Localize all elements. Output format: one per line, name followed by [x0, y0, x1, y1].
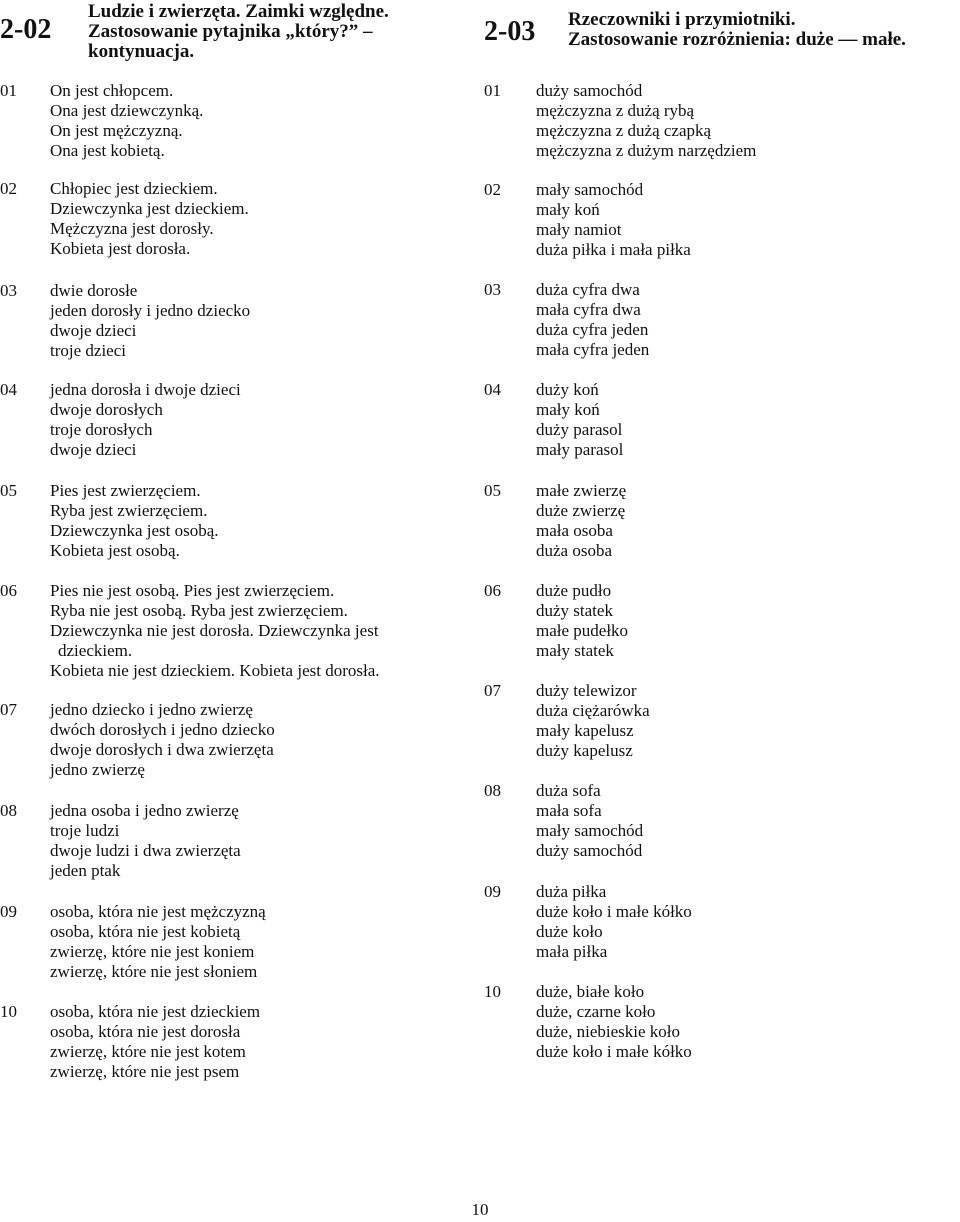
exercise-number: 01: [0, 81, 17, 100]
exercise-line: zwierzę, które nie jest kotem: [50, 1042, 246, 1061]
exercise-lines: [536, 681, 960, 761]
exercise-line: Chłopiec jest dzieckiem.: [50, 179, 218, 198]
exercise-number: 09: [0, 902, 17, 921]
exercise-lines: [536, 882, 960, 962]
lesson-code: 2-02: [0, 14, 52, 45]
exercise-lines: [536, 982, 960, 1062]
exercise-lines: [50, 481, 470, 561]
exercise-lines: [50, 700, 470, 780]
exercise-line: Kobieta nie jest dzieckiem. Kobieta jest dorosła.: [50, 661, 380, 680]
exercise-line: troje ludzi: [50, 821, 120, 840]
exercise-line: Mężczyzna jest dorosły.: [50, 219, 214, 238]
exercise-number: 02: [0, 179, 17, 198]
exercise-line: duża osoba: [536, 541, 613, 560]
exercise-lines: [536, 280, 960, 360]
exercise-line: duże, niebieskie koło: [536, 1022, 680, 1041]
exercise-line: duża cyfra jeden: [536, 320, 649, 339]
exercise-line: dwoje dzieci: [50, 440, 137, 459]
exercise-line: duże koło i małe kółko: [536, 902, 692, 921]
exercise-number: 03: [0, 281, 17, 300]
exercise-lines: [50, 1002, 470, 1082]
exercise-line: osoba, która nie jest dzieckiem: [50, 1002, 261, 1021]
exercise-line: jeden ptak: [50, 861, 121, 880]
exercise-line: mały koń: [536, 200, 600, 219]
exercise-number: 08: [484, 781, 501, 800]
exercise-line: mały samochód: [536, 821, 644, 840]
exercise-line: osoba, która nie jest dorosła: [50, 1022, 241, 1041]
exercise-line: Pies jest zwierzęciem.: [50, 481, 201, 500]
exercise-lines: [50, 81, 470, 161]
exercise-line: dwoje dzieci: [50, 321, 137, 340]
exercise-lines: [50, 902, 470, 982]
exercise-line: mały statek: [536, 641, 614, 660]
exercise-lines: [536, 581, 960, 661]
exercise-line: mężczyzna z dużą rybą: [536, 101, 695, 120]
exercise-lines: [50, 801, 470, 881]
exercise-number: 03: [484, 280, 501, 299]
exercise-line: jeden dorosły i jedno dziecko: [50, 301, 251, 320]
exercise-line: małe pudełko: [536, 621, 629, 640]
exercise-number: 08: [0, 801, 17, 820]
exercise-lines: [50, 380, 470, 460]
exercise-line: mężczyzna z dużym narzędziem: [536, 141, 757, 160]
lesson-title-line: Rzeczowniki i przymiotniki.: [568, 9, 796, 30]
exercise-line: duży kapelusz: [536, 741, 633, 760]
lesson-header: [484, 0, 960, 70]
exercise-number: 06: [484, 581, 501, 600]
exercise-line: Ryba nie jest osobą. Ryba jest zwierzęciem.: [50, 601, 348, 620]
exercise-line: On jest chłopcem.: [50, 81, 174, 100]
lesson-title-line: Zastosowanie pytajnika „który?” –: [88, 21, 373, 42]
exercise-line: Kobieta jest dorosła.: [50, 239, 191, 258]
exercise-line: małe zwierzę: [536, 481, 627, 500]
exercise-line: jedno zwierzę: [50, 760, 145, 779]
exercise-line: troje dzieci: [50, 341, 126, 360]
exercise-lines: [536, 380, 960, 460]
exercise-line: troje dorosłych: [50, 420, 153, 439]
exercise-line: duża piłka: [536, 882, 607, 901]
exercise-line: mały kapelusz: [536, 721, 634, 740]
exercise-line: mały samochód: [536, 180, 644, 199]
lesson-title: [88, 2, 389, 62]
exercise-lines: [536, 781, 960, 861]
exercise-line: dwie dorosłe: [50, 281, 138, 300]
exercise-line: mała cyfra dwa: [536, 300, 641, 319]
exercise-line: Pies nie jest osobą. Pies jest zwierzęciem.: [50, 581, 335, 600]
exercise-line: duży parasol: [536, 420, 623, 439]
exercise-line: duża ciężarówka: [536, 701, 650, 720]
exercise-line: Ona jest kobietą.: [50, 141, 165, 160]
exercise-line: zwierzę, które nie jest koniem: [50, 942, 255, 961]
exercise-line: mała osoba: [536, 521, 613, 540]
page-number: 10: [471, 1200, 489, 1219]
exercise-line: duży samochód: [536, 841, 643, 860]
exercise-number: 09: [484, 882, 501, 901]
exercise-line: dwoje dorosłych: [50, 400, 163, 419]
exercise-line: duża cyfra dwa: [536, 280, 640, 299]
exercise-line: duże koło i małe kółko: [536, 1042, 692, 1061]
exercise-line: zwierzę, które nie jest psem: [50, 1062, 240, 1081]
exercise-line: duży telewizor: [536, 681, 637, 700]
exercise-line: Dziewczynka nie jest dorosła. Dziewczynka jest: [50, 621, 379, 640]
exercise-number: 04: [0, 380, 17, 399]
exercise-number: 10: [0, 1002, 17, 1021]
exercise-line: duża piłka i mała piłka: [536, 240, 691, 259]
exercise-line: mały namiot: [536, 220, 622, 239]
exercise-line: duży statek: [536, 601, 613, 620]
lesson-header: [0, 0, 470, 70]
exercise-line: jedna osoba i jedno zwierzę: [50, 801, 239, 820]
exercise-lines: [536, 481, 960, 561]
exercise-number: 10: [484, 982, 501, 1001]
exercise-line: mała piłka: [536, 942, 608, 961]
exercise-line: dzieckiem.: [58, 641, 133, 660]
exercise-line: Dziewczynka jest osobą.: [50, 521, 219, 540]
exercise-line: jedno dziecko i jedno zwierzę: [50, 700, 253, 719]
exercise-lines: [50, 581, 470, 681]
exercise-number: 07: [484, 681, 501, 700]
exercise-line: zwierzę, które nie jest słoniem: [50, 962, 258, 981]
exercise-line: osoba, która nie jest kobietą: [50, 922, 241, 941]
exercise-line: duży koń: [536, 380, 599, 399]
exercise-number: 06: [0, 581, 17, 600]
exercise-line: Dziewczynka jest dzieckiem.: [50, 199, 249, 218]
exercise-line: dwoje dorosłych i dwa zwierzęta: [50, 740, 274, 759]
lesson-title-line: Ludzie i zwierzęta. Zaimki względne.: [88, 1, 389, 22]
exercise-line: mały parasol: [536, 440, 624, 459]
exercise-line: duże, białe koło: [536, 982, 645, 1001]
exercise-line: duża sofa: [536, 781, 601, 800]
exercise-number: 02: [484, 180, 501, 199]
exercise-line: Ryba jest zwierzęciem.: [50, 501, 208, 520]
exercise-lines: [536, 81, 960, 161]
lesson-title-line: Zastosowanie rozróżnienia: duże — małe.: [568, 29, 906, 50]
exercise-number: 05: [484, 481, 501, 500]
exercise-line: dwoje ludzi i dwa zwierzęta: [50, 841, 241, 860]
exercise-line: mały koń: [536, 400, 600, 419]
exercise-line: osoba, która nie jest mężczyzną: [50, 902, 266, 921]
exercise-line: mała sofa: [536, 801, 602, 820]
exercise-lines: [536, 180, 960, 260]
exercise-line: mężczyzna z dużą czapką: [536, 121, 712, 140]
exercise-line: duże zwierzę: [536, 501, 626, 520]
exercise-line: mała cyfra jeden: [536, 340, 650, 359]
lesson-code: 2-03: [484, 16, 536, 47]
exercise-line: duże, czarne koło: [536, 1002, 656, 1021]
exercise-number: 07: [0, 700, 17, 719]
exercise-line: jedna dorosła i dwoje dzieci: [50, 380, 241, 399]
exercise-number: 01: [484, 81, 501, 100]
exercise-line: duże koło: [536, 922, 603, 941]
exercise-lines: [50, 179, 470, 259]
exercise-lines: [50, 281, 470, 361]
exercise-line: duży samochód: [536, 81, 643, 100]
exercise-number: 05: [0, 481, 17, 500]
exercise-line: Ona jest dziewczynką.: [50, 101, 204, 120]
lesson-title-line: kontynuacja.: [88, 41, 195, 62]
lesson-title: [568, 10, 906, 50]
exercise-number: 04: [484, 380, 501, 399]
exercise-line: dwóch dorosłych i jedno dziecko: [50, 720, 275, 739]
exercise-line: On jest mężczyzną.: [50, 121, 183, 140]
exercise-line: Kobieta jest osobą.: [50, 541, 180, 560]
exercise-line: duże pudło: [536, 581, 612, 600]
